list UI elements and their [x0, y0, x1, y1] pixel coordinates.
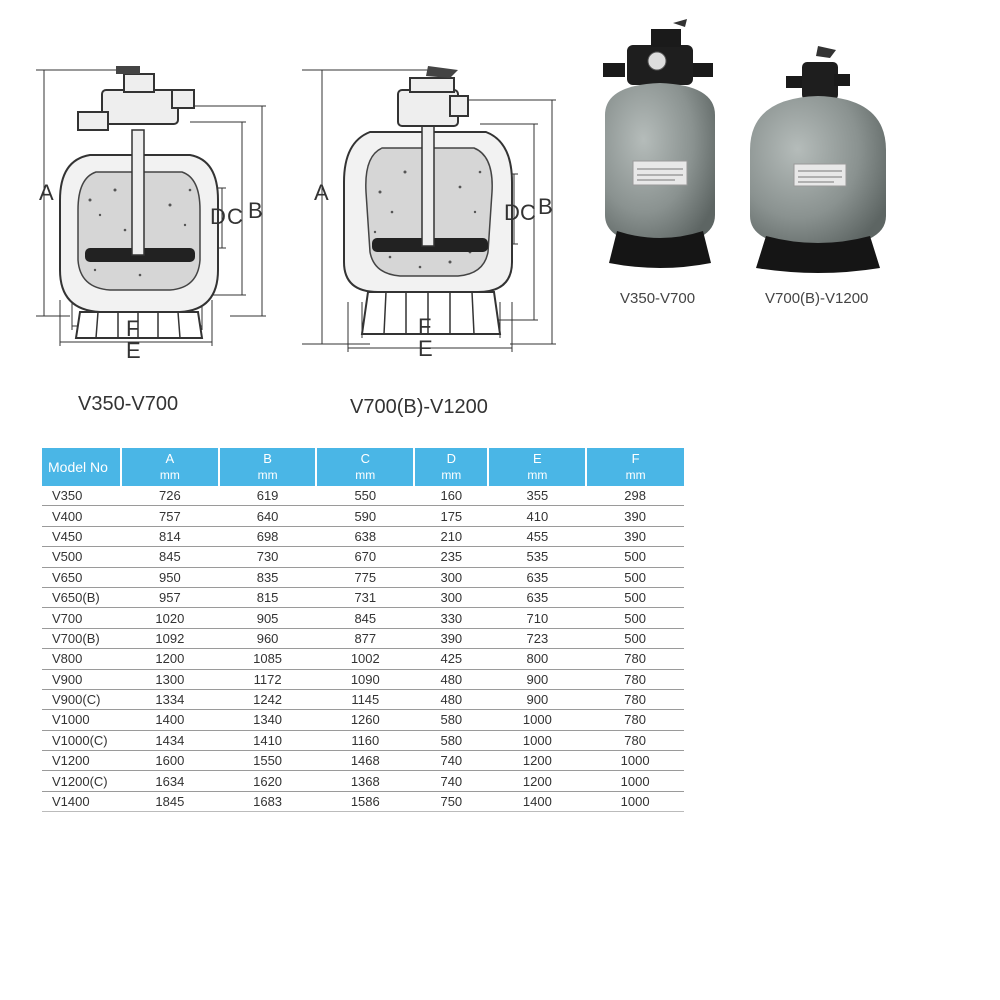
dim-label-e: E — [126, 338, 141, 360]
dimension-cell: 300 — [414, 587, 488, 607]
column-unit: mm — [355, 468, 376, 482]
dim-label-a: A — [39, 180, 54, 205]
dimension-cell: 1468 — [316, 751, 414, 771]
dimension-cell: 960 — [219, 628, 317, 648]
column-unit: mm — [625, 468, 646, 482]
dimension-cell: 235 — [414, 547, 488, 567]
dim-label-b: B — [248, 198, 263, 223]
dimension-cell: 640 — [219, 506, 317, 526]
table-row — [42, 771, 684, 791]
diagram-v350-v700 — [30, 60, 280, 360]
table-row — [42, 689, 684, 709]
column-unit: mm — [159, 468, 180, 482]
dimension-cell: 757 — [121, 506, 219, 526]
column-name: E — [533, 451, 542, 466]
dimension-cell: 900 — [488, 689, 586, 709]
photo-caption: V700(B)-V1200 — [765, 290, 869, 307]
dimension-cell: 710 — [488, 608, 586, 628]
dim-label-e: E — [418, 336, 433, 361]
dim-label-c: C — [227, 204, 243, 229]
model-cell: V650(B) — [42, 587, 121, 607]
dimension-cell: 1550 — [219, 751, 317, 771]
dimension-cell: 1434 — [121, 730, 219, 750]
dimension-cell: 1092 — [121, 628, 219, 648]
dimension-cell: 1200 — [488, 751, 586, 771]
table-row — [42, 526, 684, 546]
dimension-cell: 1000 — [586, 771, 684, 791]
photo-caption: V350-V700 — [620, 290, 696, 307]
model-cell: V1000(C) — [42, 730, 121, 750]
model-cell: V1200(C) — [42, 771, 121, 791]
dimension-cell: 905 — [219, 608, 317, 628]
dimension-cell: 900 — [488, 669, 586, 689]
column-header — [586, 448, 684, 486]
dimension-cell: 1410 — [219, 730, 317, 750]
column-name: D — [446, 451, 457, 466]
dimension-cell: 580 — [414, 710, 488, 730]
dimension-cell: 298 — [586, 486, 684, 506]
model-cell: V1000 — [42, 710, 121, 730]
model-cell: V900 — [42, 669, 121, 689]
dim-label-a: A — [314, 180, 329, 205]
dimension-cell: 619 — [219, 486, 317, 506]
dimension-cell: 780 — [586, 669, 684, 689]
dimension-cell: 1242 — [219, 689, 317, 709]
dimension-cell: 1000 — [488, 710, 586, 730]
table-row — [42, 567, 684, 587]
model-cell: V350 — [42, 486, 121, 506]
dimension-cell: 580 — [414, 730, 488, 750]
table-row — [42, 587, 684, 607]
dimension-cell: 480 — [414, 669, 488, 689]
column-unit: mm — [441, 468, 462, 482]
dimension-cell: 780 — [586, 689, 684, 709]
dimension-cell: 877 — [316, 628, 414, 648]
dimension-cell: 330 — [414, 608, 488, 628]
product-photo-v350-v700 — [585, 15, 735, 275]
dimension-cell: 1400 — [488, 791, 586, 811]
dim-label-d: D — [504, 200, 520, 225]
dimension-cell: 1683 — [219, 791, 317, 811]
column-name: B — [263, 451, 272, 466]
dimension-cell: 500 — [586, 587, 684, 607]
dimension-cell: 535 — [488, 547, 586, 567]
model-cell: V700(B) — [42, 628, 121, 648]
dimension-cell: 814 — [121, 526, 219, 546]
column-header — [121, 448, 219, 486]
model-cell: V800 — [42, 649, 121, 669]
table-row — [42, 608, 684, 628]
dimension-cell: 957 — [121, 587, 219, 607]
dimension-cell: 635 — [488, 567, 586, 587]
dimension-cell: 210 — [414, 526, 488, 546]
table-row — [42, 669, 684, 689]
dimension-cell: 780 — [586, 710, 684, 730]
column-name: F — [631, 451, 640, 466]
dimension-cell: 1085 — [219, 649, 317, 669]
dimension-cell: 1145 — [316, 689, 414, 709]
table-row — [42, 506, 684, 526]
table-header-row — [42, 448, 684, 486]
dimension-cell: 1300 — [121, 669, 219, 689]
dimension-cell: 800 — [488, 649, 586, 669]
dimension-cell: 1600 — [121, 751, 219, 771]
dimension-cell: 1090 — [316, 669, 414, 689]
dimension-cell: 950 — [121, 567, 219, 587]
dimension-cell: 1620 — [219, 771, 317, 791]
dimension-cell: 500 — [586, 628, 684, 648]
dim-label-b: B — [538, 194, 553, 219]
dimension-cell: 1334 — [121, 689, 219, 709]
dimension-cell: 815 — [219, 587, 317, 607]
column-header — [414, 448, 488, 486]
dimension-cell: 390 — [414, 628, 488, 648]
dimension-cell: 750 — [414, 791, 488, 811]
column-header — [488, 448, 586, 486]
column-header-model: Model No — [42, 448, 121, 486]
table-row — [42, 791, 684, 811]
dim-label-d: D — [210, 204, 226, 229]
model-cell: V450 — [42, 526, 121, 546]
column-unit: mm — [527, 468, 548, 482]
table-row — [42, 730, 684, 750]
dimension-cell: 1000 — [488, 730, 586, 750]
dimension-cell: 1172 — [219, 669, 317, 689]
dimension-cell: 1260 — [316, 710, 414, 730]
diagram-caption: V700(B)-V1200 — [350, 396, 488, 418]
dimension-cell: 1200 — [121, 649, 219, 669]
dimension-cell: 480 — [414, 689, 488, 709]
dimension-cell: 1200 — [488, 771, 586, 791]
dimension-cell: 390 — [586, 526, 684, 546]
column-name: A — [165, 451, 175, 466]
table-row — [42, 649, 684, 669]
column-unit: mm — [257, 468, 278, 482]
spec-table-body — [42, 486, 684, 812]
table-row — [42, 628, 684, 648]
model-cell: V900(C) — [42, 689, 121, 709]
dim-label-c: C — [520, 200, 536, 225]
model-cell: V500 — [42, 547, 121, 567]
dimension-cell: 500 — [586, 608, 684, 628]
dimension-cell: 730 — [219, 547, 317, 567]
dimension-cell: 740 — [414, 751, 488, 771]
dimension-cell: 175 — [414, 506, 488, 526]
dimension-cell: 455 — [488, 526, 586, 546]
dimension-cell: 845 — [316, 608, 414, 628]
dimension-cell: 300 — [414, 567, 488, 587]
table-row — [42, 751, 684, 771]
dimension-cell: 775 — [316, 567, 414, 587]
dimension-cell: 1634 — [121, 771, 219, 791]
dimension-cell: 1340 — [219, 710, 317, 730]
dimension-cell: 1020 — [121, 608, 219, 628]
product-photo-v700b-v1200 — [740, 40, 890, 280]
model-cell: V650 — [42, 567, 121, 587]
dim-label-f: F — [126, 316, 140, 341]
dimension-cell: 698 — [219, 526, 317, 546]
diagram-v700b-v1200 — [300, 62, 580, 362]
model-cell: V700 — [42, 608, 121, 628]
column-header — [219, 448, 317, 486]
dimension-cell: 726 — [121, 486, 219, 506]
dimension-cell: 638 — [316, 526, 414, 546]
dimension-cell: 1400 — [121, 710, 219, 730]
model-cell: V1200 — [42, 751, 121, 771]
dimension-cell: 780 — [586, 730, 684, 750]
table-row — [42, 547, 684, 567]
table-row — [42, 710, 684, 730]
dimension-cell: 635 — [488, 587, 586, 607]
dimension-cell: 835 — [219, 567, 317, 587]
dimension-cell: 160 — [414, 486, 488, 506]
diagram-caption: V350-V700 — [78, 393, 179, 415]
dimension-cell: 1000 — [586, 791, 684, 811]
dimension-cell: 740 — [414, 771, 488, 791]
dimension-cell: 1368 — [316, 771, 414, 791]
column-header — [316, 448, 414, 486]
spec-table — [42, 448, 684, 812]
dimension-cell: 670 — [316, 547, 414, 567]
dimension-cell: 410 — [488, 506, 586, 526]
dimension-cell: 550 — [316, 486, 414, 506]
dim-label-f: F — [418, 314, 432, 339]
model-cell: V400 — [42, 506, 121, 526]
dimension-cell: 1586 — [316, 791, 414, 811]
model-cell: V1400 — [42, 791, 121, 811]
dimension-cell: 425 — [414, 649, 488, 669]
dimension-cell: 1002 — [316, 649, 414, 669]
dimension-cell: 723 — [488, 628, 586, 648]
dimension-cell: 1160 — [316, 730, 414, 750]
dimension-cell: 590 — [316, 506, 414, 526]
dimension-cell: 1845 — [121, 791, 219, 811]
column-name: C — [360, 451, 370, 466]
dimension-cell: 845 — [121, 547, 219, 567]
dimension-cell: 355 — [488, 486, 586, 506]
table-row — [42, 486, 684, 506]
dimension-cell: 731 — [316, 587, 414, 607]
dimension-cell: 390 — [586, 506, 684, 526]
dimension-cell: 500 — [586, 547, 684, 567]
dimension-cell: 1000 — [586, 751, 684, 771]
dimension-cell: 780 — [586, 649, 684, 669]
dimension-cell: 500 — [586, 567, 684, 587]
